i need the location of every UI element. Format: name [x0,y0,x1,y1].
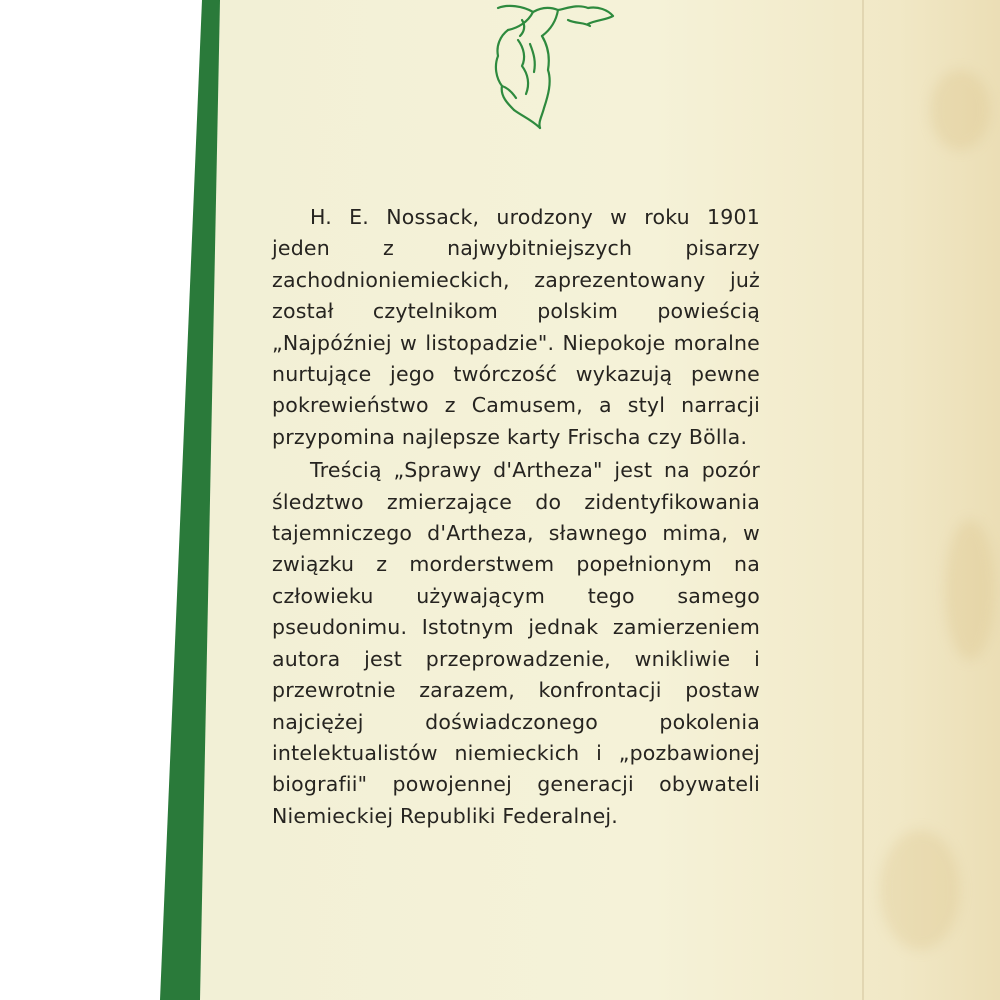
paper-stain [930,70,990,150]
paper-stain [945,520,995,660]
blurb-paragraph-1: H. E. Nossack, urodzony w roku 1901 jeden z najwybitniejszych pisarzy zachodnioniemieckich, zaprezentowany już został czytelnikom polskim powieścią „Najpóźniej w listopadzie". Niepokoje moralne nurtujące jego twórczość wykazują pewne pokrewieństwo z Camusem, a styl narracji przypomina najlepsze karty Frischa czy Bölla. [272,205,760,449]
blurb-paragraph-2: Treścią „Sprawy d'Artheza" jest na pozór śledztwo zmierzające do zidentyfikowania tajemniczego d'Artheza, sławnego mima, w związku z morderstwem popełnionym na człowieku używającym tego samego pseudonimu. Istotnym jednak zamierzeniem autora jest przeprowadzenie, wnikliwie i przewrotnie zarazem, konfrontacji postaw najciężej doświadczonego pokolenia intelektualistów niemieckich i „pozbawionej biografii" powojennej generacji obywateli Niemieckiej Republiki Federalnej. [272,458,760,828]
paper-stain [880,830,960,950]
blurb-text [272,202,760,832]
green-figure-illustration [478,0,628,130]
page-crease [862,0,864,1000]
